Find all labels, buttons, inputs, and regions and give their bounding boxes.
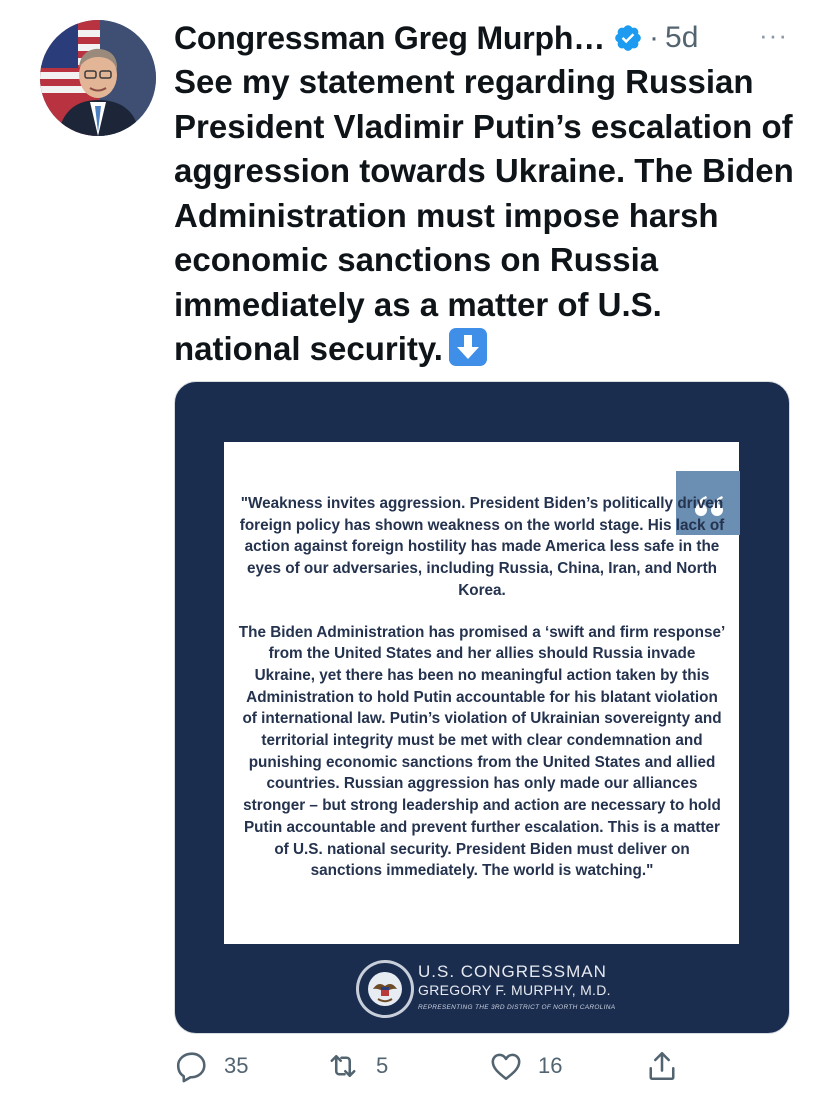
tweet-action-bar: [174, 1048, 794, 1088]
reply-count: 35: [224, 1053, 249, 1078]
share-button[interactable]: [644, 1048, 680, 1084]
statement-paragraph: "Weakness invites aggression. President Biden’s politically driven foreign policy has shown weakness on the world stage. His lack of action against foreign hostility has made America less safe in the eyes of our adversaries, including Russia, China, Iran, and North Korea.: [239, 495, 725, 599]
tweet-body: See my statement regarding Russian President Vladimir Putin’s escalation of aggression towards Ukraine. The Biden Administration must impose harsh economic sanctions on Russia immediately as a matter of U.S. national security.: [174, 63, 794, 367]
like-count: 16: [538, 1053, 563, 1078]
more-options-icon[interactable]: ···: [759, 20, 788, 50]
down-arrow-emoji-icon: [449, 328, 487, 366]
verified-badge-icon: [613, 23, 643, 53]
share-icon: [644, 1048, 680, 1084]
timestamp[interactable]: 5d: [665, 21, 699, 54]
tweet-text: [174, 60, 794, 372]
branding-district: REPRESENTING THE 3RD DISTRICT OF NORTH CAROLINA: [418, 1004, 616, 1011]
tweet-media-image[interactable]: [174, 381, 790, 1034]
branding-name: GREGORY F. MURPHY, M.D.: [418, 982, 611, 998]
reply-button[interactable]: [174, 1048, 248, 1084]
retweet-button[interactable]: [324, 1048, 388, 1084]
reply-icon: [174, 1048, 210, 1084]
statement-text: [237, 493, 727, 882]
like-button[interactable]: [488, 1048, 562, 1084]
branding-title: U.S. CONGRESSMAN: [418, 962, 607, 981]
statement-paragraph: The Biden Administration has promised a ‘swift and firm response’ from the United States and her allies should Russia invade Ukraine, yet there has been no meaningful action taken by this Administration to hold Putin accountable for his blatant violation of international law. Putin’s violation of Ukrainian sovereignty and territorial integrity must be met with clear condemnation and punishing economic sanctions from the United States and allied countries. Russian aggression has only made our alliances stronger – but strong leadership and action are necessary to hold Putin accountable and prevent further escalation. This is a matter of U.S. national security. President Biden must deliver on sanctions immediately. The world is watching.": [238, 623, 726, 880]
retweet-icon: [324, 1048, 362, 1084]
tweet-header: [174, 14, 788, 62]
time-separator: ·: [649, 21, 660, 54]
house-seal-icon: [355, 959, 415, 1019]
retweet-count: 5: [376, 1053, 389, 1078]
heart-icon: [488, 1048, 524, 1084]
avatar[interactable]: [40, 20, 156, 136]
author-name[interactable]: Congressman Greg Murph…: [174, 19, 606, 56]
